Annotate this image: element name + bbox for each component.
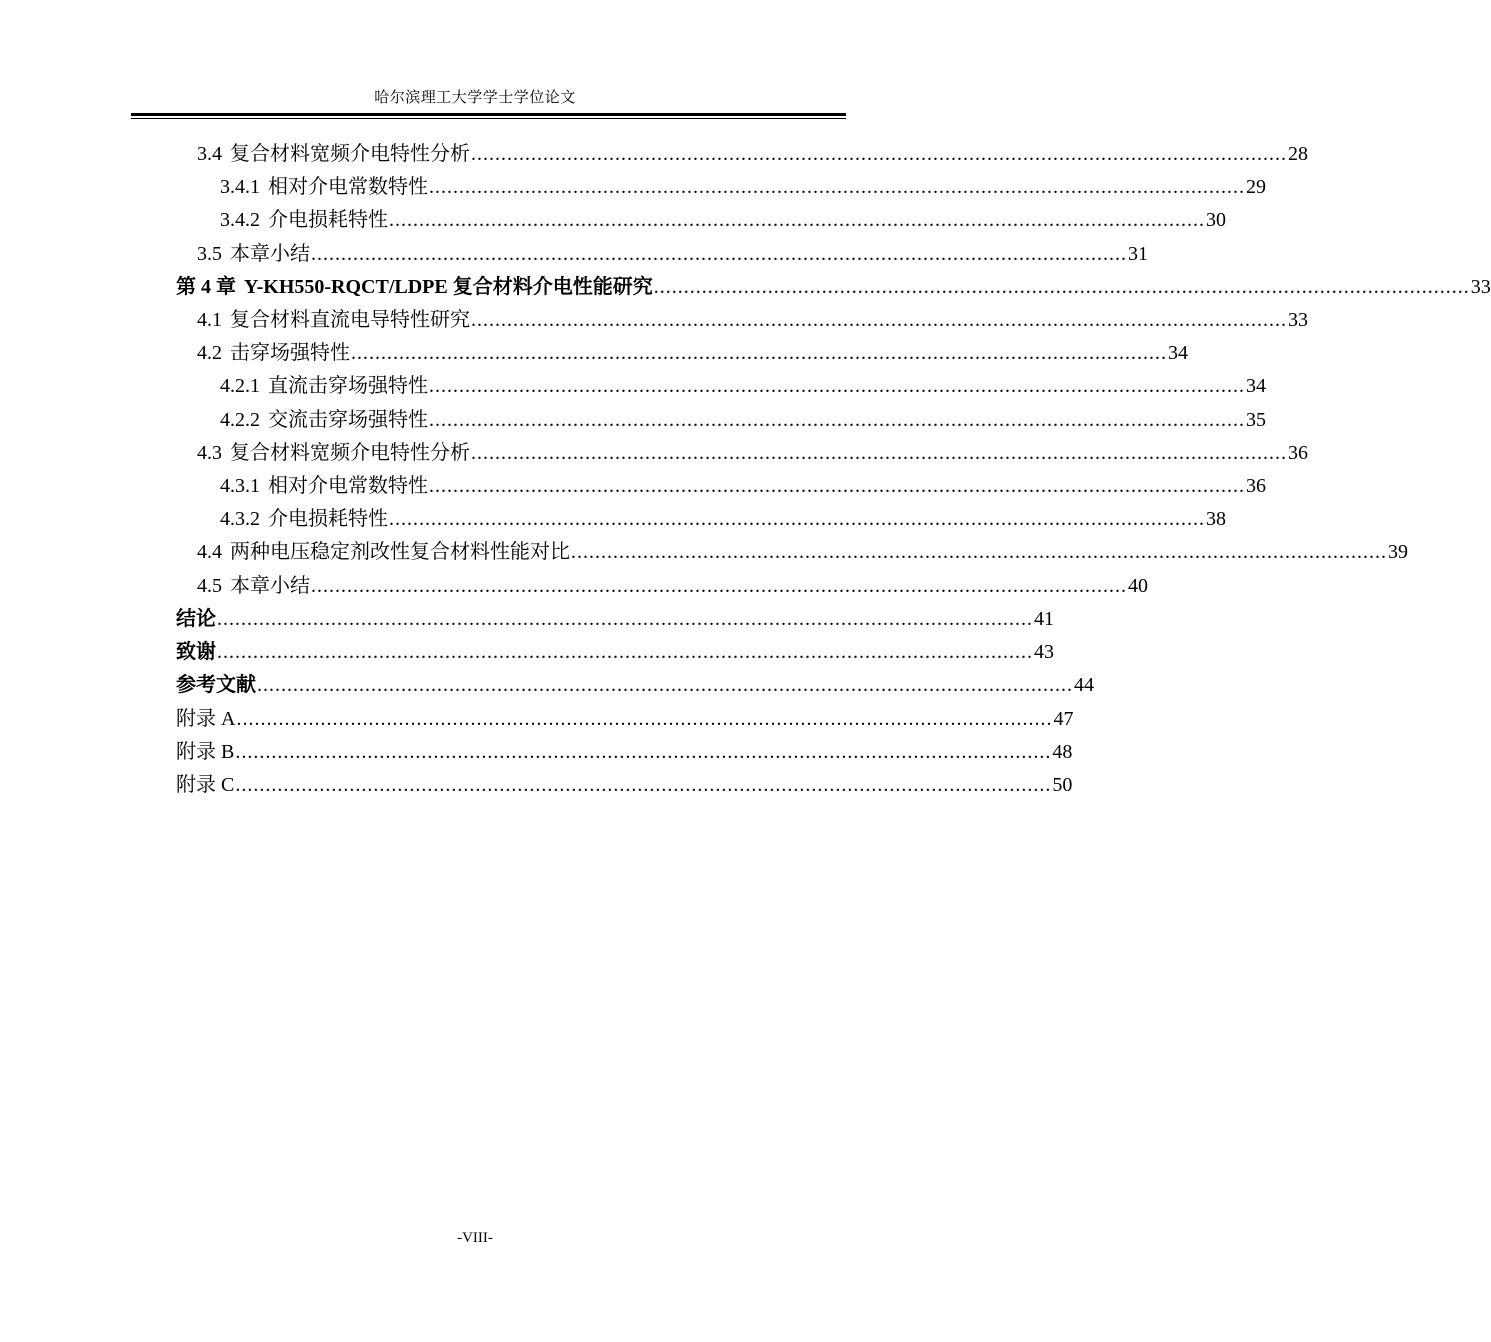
toc-entry-number: 3.4.1 (220, 176, 260, 198)
toc-entry-page: 41 (1034, 608, 1054, 630)
toc-leader-dots: ........................................................................................................................................ (429, 475, 1245, 497)
toc-entry-4-1[interactable] (197, 300, 1308, 332)
toc-leader-dots: ........................................................................................................................................ (257, 674, 1073, 696)
toc-entry-3-4-2[interactable] (220, 200, 1226, 232)
toc-entry-conclusion[interactable] (176, 599, 1054, 631)
toc-entry-page: 31 (1128, 243, 1148, 265)
header-rule-thin (131, 118, 846, 119)
toc-entry-page: 40 (1128, 575, 1148, 597)
toc-entry-page: 30 (1206, 209, 1226, 231)
toc-entry-page: 28 (1288, 143, 1308, 165)
toc-entry-title: 复合材料直流电导特性研究 (230, 309, 470, 331)
toc-leader-dots: ........................................................................................................................................ (236, 708, 1053, 730)
toc-leader-dots: ........................................................................................................................................ (571, 541, 1387, 563)
toc-entry-page: 33 (1288, 309, 1308, 331)
toc-entry-3-4-1[interactable] (220, 167, 1266, 199)
toc-entry-page: 48 (1052, 741, 1073, 763)
toc-leader-dots: ........................................................................................................................................ (235, 741, 1052, 763)
toc-leader-dots: ........................................................................................................................................ (429, 176, 1245, 198)
toc-entry-number: 4.3.2 (220, 508, 260, 530)
toc-entry-page: 34 (1246, 375, 1266, 397)
toc-entry-4-3-2[interactable] (220, 499, 1226, 531)
toc-entry-title: 本章小结 (230, 575, 310, 597)
toc-leader-dots: ........................................................................................................................................ (389, 508, 1205, 530)
toc-entry-number: 4.2.2 (220, 409, 260, 431)
toc-entry-3-5[interactable] (197, 234, 1148, 266)
toc-entry-title: 本章小结 (230, 243, 310, 265)
toc-leader-dots: ........................................................................................................................................ (653, 276, 1470, 298)
header-rule-thick (131, 113, 846, 116)
toc-entry-number: 4.3.1 (220, 475, 260, 497)
toc-entry-title: 参考文献 (176, 674, 256, 696)
toc-leader-dots: ........................................................................................................................................ (429, 375, 1245, 397)
toc-leader-dots: ........................................................................................................................................ (471, 309, 1287, 331)
toc-entry-title: 击穿场强特性 (230, 342, 350, 364)
toc-entry-appendix-c[interactable] (176, 765, 1073, 797)
toc-entry-number: 3.4.2 (220, 209, 260, 231)
toc-leader-dots: ........................................................................................................................................ (351, 342, 1167, 364)
toc-entry-title: 复合材料宽频介电特性分析 (230, 442, 470, 464)
toc-entry-page: 44 (1074, 674, 1094, 696)
toc-entry-title: 致谢 (176, 641, 216, 663)
toc-leader-dots: ........................................................................................................................................ (389, 209, 1205, 231)
toc-entry-title: 交流击穿场强特性 (268, 409, 428, 431)
toc-entry-page: 33 (1470, 276, 1491, 298)
toc-entry-number: 3.5 (197, 243, 222, 265)
toc-entry-number: 4.5 (197, 575, 222, 597)
toc-entry-title: 结论 (176, 608, 216, 630)
toc-leader-dots: ........................................................................................................................................ (217, 608, 1033, 630)
toc-entry-title: 直流击穿场强特性 (268, 375, 428, 397)
toc-entry-4-3[interactable] (197, 433, 1308, 465)
toc-entry-number: 第 4 章 (176, 276, 236, 298)
toc-entry-page: 50 (1052, 774, 1073, 796)
toc-entry-number: 4.2.1 (220, 375, 260, 397)
toc-entry-references[interactable] (176, 665, 1094, 697)
toc-entry-number: 4.2 (197, 342, 222, 364)
toc-entry-title: 相对介电常数特性 (268, 475, 428, 497)
toc-entry-title: 复合材料宽频介电特性分析 (230, 143, 470, 165)
toc-entry-page: 38 (1206, 508, 1226, 530)
toc-entry-title: 相对介电常数特性 (268, 176, 428, 198)
page-number: -VIII- (457, 1230, 493, 1246)
toc-entry-page: 29 (1246, 176, 1266, 198)
toc-entry-4-4[interactable] (197, 532, 1408, 564)
toc-entry-4-2-2[interactable] (220, 400, 1266, 432)
toc-entry-title: 介电损耗特性 (268, 508, 388, 530)
toc-entry-title: 附录 B (176, 741, 235, 763)
toc-leader-dots: ........................................................................................................................................ (429, 409, 1245, 431)
toc-leader-dots: ........................................................................................................................................ (311, 575, 1127, 597)
toc-entry-title: 附录 C (176, 774, 235, 796)
toc-entry-title: 附录 A (176, 708, 236, 730)
toc-leader-dots: ........................................................................................................................................ (235, 774, 1052, 796)
toc-entry-4-2-1[interactable] (220, 366, 1266, 398)
toc-entry-page: 43 (1034, 641, 1054, 663)
toc-leader-dots: ........................................................................................................................................ (217, 641, 1033, 663)
toc-entry-page: 36 (1288, 442, 1308, 464)
toc-entry-page: 39 (1388, 541, 1408, 563)
toc-entry-acknowledgements[interactable] (176, 632, 1054, 664)
page-header-title: 哈尔滨理工大学学士学位论文 (374, 90, 576, 106)
toc-entry-number: 4.4 (197, 541, 222, 563)
toc-entry-page: 36 (1246, 475, 1266, 497)
toc-entry-4-5[interactable] (197, 566, 1148, 598)
toc-leader-dots: ........................................................................................................................................ (311, 243, 1127, 265)
toc-entry-page: 47 (1053, 708, 1074, 730)
toc-entry-3-4[interactable] (197, 134, 1308, 166)
toc-entry-page: 34 (1168, 342, 1188, 364)
toc-entry-chapter-4[interactable] (176, 267, 1491, 299)
toc-entry-number: 4.1 (197, 309, 222, 331)
toc-entry-appendix-b[interactable] (176, 732, 1073, 764)
toc-entry-4-3-1[interactable] (220, 466, 1266, 498)
toc-leader-dots: ........................................................................................................................................ (471, 442, 1287, 464)
toc-entry-4-2[interactable] (197, 333, 1188, 365)
toc-entry-title: 介电损耗特性 (268, 209, 388, 231)
toc-entry-number: 4.3 (197, 442, 222, 464)
toc-entry-title: Y-KH550-RQCT/LDPE 复合材料介电性能研究 (244, 276, 653, 298)
toc-entry-appendix-a[interactable] (176, 699, 1074, 731)
toc-entry-title: 两种电压稳定剂改性复合材料性能对比 (230, 541, 570, 563)
toc-entry-number: 3.4 (197, 143, 222, 165)
toc-entry-page: 35 (1246, 409, 1266, 431)
toc-leader-dots: ........................................................................................................................................ (471, 143, 1287, 165)
